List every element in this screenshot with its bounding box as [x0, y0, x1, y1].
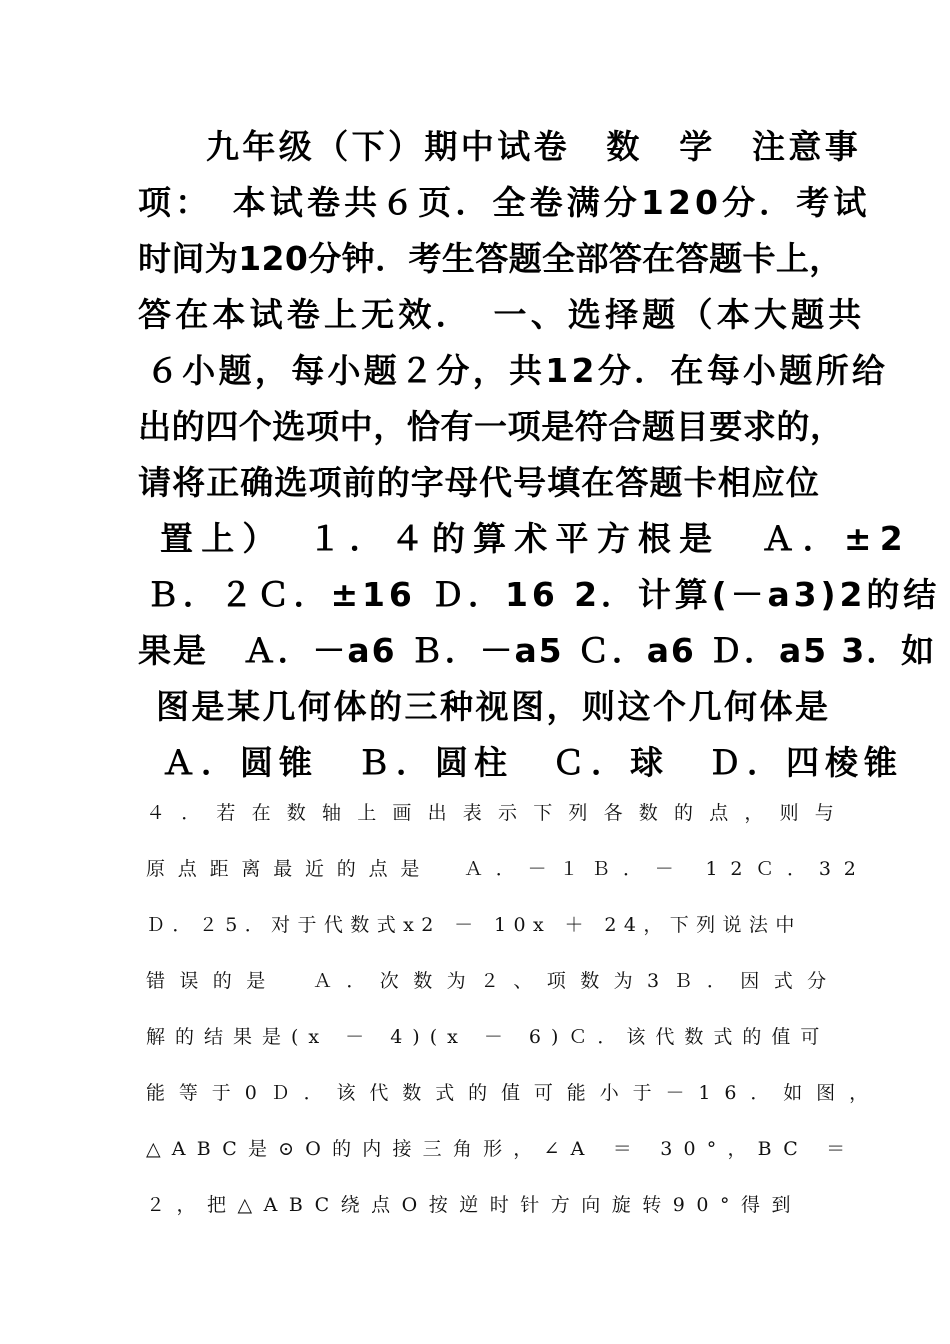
text-line-10: 果是 Ａ．－a6 Ｂ．－a5 Ｃ．a6 Ｄ．a5 3．如 — [138, 631, 937, 670]
text-line-20: ２，把△ABC绕点O按逆时针方向旋转90°得到 — [146, 1194, 802, 1216]
text-line-7: 请将正确选项前的字母代号填在答题卡相应位 — [138, 463, 820, 502]
text-line-18: 能等于0Ｄ．该代数式的值可能小于－16．如图， — [146, 1082, 882, 1104]
text-line-2: 项： 本试卷共６页．全卷满分120分．考试 — [138, 183, 871, 222]
text-line-15: Ｄ．２5．对于代数式x2 － 10x ＋ 24，下列说法中 — [146, 914, 802, 936]
text-line-6: 出的四个选项中，恰有一项是符合题目要求的， — [138, 407, 844, 446]
text-line-11: 图是某几何体的三种视图，则这个几何体是 — [156, 687, 831, 726]
text-line-14: 原点距离最近的点是 Ａ．－１Ｂ．－ 12Ｃ．32 — [146, 858, 869, 880]
text-line-4: 答在本试卷上无效． 一、选择题（本大题共 — [138, 295, 866, 334]
text-line-5: ６小题，每小题２分，共12分．在每小题所给 — [146, 351, 889, 390]
text-line-9: Ｂ．２Ｃ．±16 Ｄ．16 2．计算(－a3)2的结 — [146, 575, 941, 614]
text-line-13: ４．若在数轴上画出表示下列各数的点，则与 — [146, 802, 851, 824]
text-line-1: 九年级（下）期中试卷 数 学 注意事 — [206, 127, 862, 166]
text-line-16: 错误的是 Ａ．次数为２、项数为3Ｂ．因式分 — [146, 970, 841, 992]
text-line-3: 时间为120分钟．考生答题全部答在答题卡上， — [138, 239, 843, 278]
text-line-8: 置上） １．４的算术平方根是 Ａ．±2 — [160, 519, 911, 558]
text-line-17: 解的结果是(x － 4)(x － 6)Ｃ．该代数式的值可 — [146, 1026, 830, 1048]
text-line-12: Ａ．圆锥 Ｂ．圆柱 Ｃ．球 Ｄ．四棱锥 — [162, 743, 903, 782]
text-line-19: △ABC是⊙O的内接三角形，∠A ＝ 30°，BC ＝ — [146, 1138, 857, 1160]
